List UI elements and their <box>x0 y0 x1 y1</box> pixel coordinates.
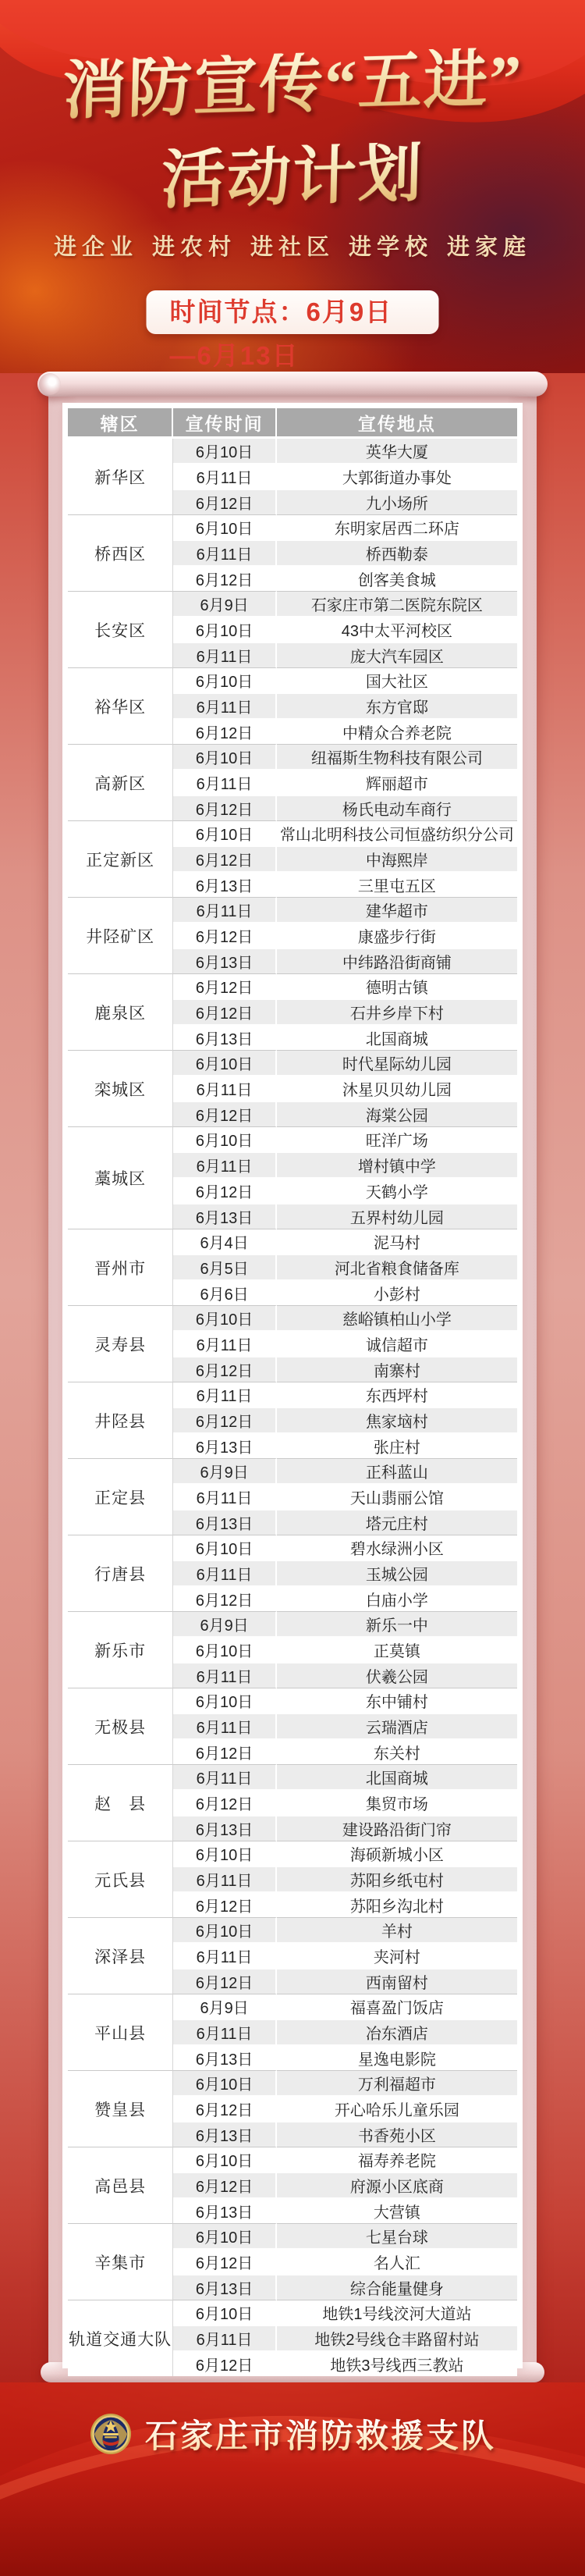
date-cell: 6月12日 <box>173 1177 276 1203</box>
location-cell: 地铁3号线西三教站 <box>277 2350 517 2376</box>
scroll-top-roll <box>37 372 548 397</box>
date-cell: 6月12日 <box>173 1356 276 1382</box>
date-cell: 6月13日 <box>173 1432 276 1458</box>
date-cell: 6月11日 <box>173 1560 276 1585</box>
district-cell: 赵 县 <box>68 1764 173 1841</box>
date-cell: 6月13日 <box>173 1024 276 1050</box>
district-cell: 高邑县 <box>68 2147 173 2223</box>
location-cell: 万利福超市 <box>277 2070 517 2095</box>
date-cell: 6月12日 <box>173 845 276 871</box>
col-header-location: 宣传地点 <box>277 408 517 439</box>
date-cell: 6月9日 <box>173 1611 276 1636</box>
date-cell: 6月12日 <box>173 1101 276 1126</box>
table-row <box>68 1611 517 1636</box>
table-row <box>68 2147 517 2172</box>
date-cell: 6月11日 <box>173 769 276 795</box>
location-cell: 张庄村 <box>277 1432 517 1458</box>
hero-banner <box>0 0 585 373</box>
table-row <box>68 1458 517 1483</box>
date-cell: 6月12日 <box>173 718 276 744</box>
location-cell: 小彭村 <box>277 1279 517 1305</box>
location-cell: 三里屯五区 <box>277 871 517 897</box>
district-cell: 平山县 <box>68 1994 173 2070</box>
location-cell: 伏羲公园 <box>277 1662 517 1688</box>
date-cell: 6月10日 <box>173 616 276 642</box>
date-cell: 6月12日 <box>173 1407 276 1432</box>
slogan-item: 进农村 <box>151 235 236 260</box>
slogan-item: 进社区 <box>250 235 335 260</box>
date-cell: 6月10日 <box>173 2300 276 2325</box>
date-cell: 6月10日 <box>173 1126 276 1151</box>
location-cell: 五界村幼儿园 <box>277 1203 517 1229</box>
location-cell: 南寨村 <box>277 1356 517 1382</box>
location-cell: 东明家居西二环店 <box>277 514 517 539</box>
district-cell: 鹿泉区 <box>68 973 173 1050</box>
poster-title-line2: 活动计划 <box>0 137 585 217</box>
location-cell: 冶东酒店 <box>277 2019 517 2044</box>
date-cell: 6月11日 <box>173 897 276 922</box>
table-row <box>68 1382 517 1407</box>
date-cell: 6月10日 <box>173 1917 276 1942</box>
date-cell: 6月12日 <box>173 2248 276 2274</box>
location-cell: 羊村 <box>277 1917 517 1942</box>
district-cell: 长安区 <box>68 591 173 667</box>
location-cell: 东方官邸 <box>277 692 517 718</box>
location-cell: 九小场所 <box>277 489 517 514</box>
date-cell: 6月11日 <box>173 2019 276 2044</box>
date-cell: 6月10日 <box>173 1050 276 1075</box>
location-cell: 福寿养老院 <box>277 2147 517 2172</box>
table-row <box>68 2300 517 2325</box>
location-cell: 辉丽超市 <box>277 769 517 795</box>
table-row <box>68 1688 517 1713</box>
location-cell: 诚信超市 <box>277 1330 517 1356</box>
date-cell: 6月9日 <box>173 1994 276 2019</box>
table-board <box>62 403 523 2375</box>
date-cell: 6月5日 <box>173 1254 276 1279</box>
china-fire-rescue-emblem-icon <box>89 2412 133 2456</box>
date-cell: 6月11日 <box>173 1713 276 1738</box>
date-cell: 6月13日 <box>173 2197 276 2223</box>
location-cell: 沐星贝贝幼儿园 <box>277 1075 517 1101</box>
location-cell: 旺洋广场 <box>277 1126 517 1151</box>
table-row <box>68 897 517 922</box>
location-cell: 中纬路沿街商铺 <box>277 948 517 973</box>
date-cell: 6月11日 <box>173 463 276 489</box>
district-cell: 栾城区 <box>68 1050 173 1126</box>
date-cell: 6月12日 <box>173 973 276 998</box>
location-cell: 庞大汽车园区 <box>277 642 517 667</box>
location-cell: 七星台球 <box>277 2223 517 2248</box>
col-header-district: 辖区 <box>68 408 173 439</box>
location-cell: 开心哈乐儿童乐园 <box>277 2095 517 2121</box>
location-cell: 塔元庄村 <box>277 1509 517 1535</box>
slogan-item: 进家庭 <box>447 235 532 260</box>
district-cell: 正定新区 <box>68 820 173 897</box>
organization-name: 石家庄市消防救援支队 <box>145 2411 496 2457</box>
location-cell: 纽福斯生物科技有限公司 <box>277 744 517 769</box>
location-cell: 天山翡丽公馆 <box>277 1483 517 1509</box>
date-cell: 6月9日 <box>173 591 276 616</box>
date-cell: 6月10日 <box>173 1305 276 1330</box>
location-cell: 云瑞酒店 <box>277 1713 517 1738</box>
table-row <box>68 514 517 539</box>
table-row <box>68 1917 517 1942</box>
location-cell: 玉城公园 <box>277 1560 517 1585</box>
date-cell: 6月9日 <box>173 1458 276 1483</box>
district-cell: 新乐市 <box>68 1611 173 1688</box>
district-cell: 赞皇县 <box>68 2070 173 2147</box>
date-cell: 6月13日 <box>173 2274 276 2300</box>
date-cell: 6月13日 <box>173 948 276 973</box>
date-cell: 6月10日 <box>173 1688 276 1713</box>
date-cell: 6月12日 <box>173 795 276 820</box>
location-cell: 东西坪村 <box>277 1382 517 1407</box>
date-cell: 6月10日 <box>173 2147 276 2172</box>
date-cell: 6月13日 <box>173 1203 276 1229</box>
date-cell: 6月10日 <box>173 1535 276 1560</box>
location-cell: 中精众合养老院 <box>277 718 517 744</box>
location-cell: 正莫镇 <box>277 1636 517 1662</box>
table-row <box>68 1050 517 1075</box>
schedule-table-body <box>68 439 517 2376</box>
location-cell: 43中太平河校区 <box>277 616 517 642</box>
date-cell: 6月11日 <box>173 1942 276 1968</box>
date-cell: 6月4日 <box>173 1229 276 1254</box>
date-cell: 6月13日 <box>173 1815 276 1841</box>
location-cell: 夹河村 <box>277 1942 517 1968</box>
date-cell: 6月12日 <box>173 2095 276 2121</box>
location-cell: 苏阳乡纸屯村 <box>277 1866 517 1891</box>
date-cell: 6月13日 <box>173 871 276 897</box>
date-cell: 6月10日 <box>173 1841 276 1866</box>
table-row <box>68 1994 517 2019</box>
location-cell: 集贸市场 <box>277 1789 517 1815</box>
district-cell: 新华区 <box>68 439 173 514</box>
location-cell: 地铁1号线洨河大道站 <box>277 2300 517 2325</box>
location-cell: 石家庄市第二医院东院区 <box>277 591 517 616</box>
date-cell: 6月11日 <box>173 2325 276 2350</box>
table-row <box>68 1126 517 1151</box>
date-cell: 6月6日 <box>173 1279 276 1305</box>
district-cell: 藁城区 <box>68 1126 173 1229</box>
table-row <box>68 1305 517 1330</box>
location-cell: 碧水绿洲小区 <box>277 1535 517 1560</box>
location-cell: 增村镇中学 <box>277 1151 517 1177</box>
district-cell: 桥西区 <box>68 514 173 591</box>
district-cell: 井陉县 <box>68 1382 173 1458</box>
date-cell: 6月11日 <box>173 1764 276 1789</box>
table-row <box>68 1764 517 1789</box>
district-cell: 裕华区 <box>68 667 173 744</box>
location-cell: 海棠公园 <box>277 1101 517 1126</box>
district-cell: 晋州市 <box>68 1229 173 1305</box>
date-cell: 6月11日 <box>173 1483 276 1509</box>
location-cell: 康盛步行街 <box>277 922 517 948</box>
table-row <box>68 1841 517 1866</box>
location-cell: 桥西勒泰 <box>277 539 517 565</box>
table-row <box>68 820 517 845</box>
location-cell: 时代星际幼儿园 <box>277 1050 517 1075</box>
location-cell: 河北省粮食储备库 <box>277 1254 517 1279</box>
date-cell: 6月12日 <box>173 1968 276 1994</box>
date-cell: 6月12日 <box>173 1789 276 1815</box>
location-cell: 杨氏电动车商行 <box>277 795 517 820</box>
district-cell: 行唐县 <box>68 1535 173 1611</box>
date-cell: 6月10日 <box>173 514 276 539</box>
date-cell: 6月11日 <box>173 1330 276 1356</box>
date-cell: 6月12日 <box>173 2172 276 2197</box>
district-cell: 井陉矿区 <box>68 897 173 973</box>
scroll-curl-icon <box>39 373 61 395</box>
location-cell: 焦家垴村 <box>277 1407 517 1432</box>
date-cell: 6月12日 <box>173 1585 276 1611</box>
date-cell: 6月11日 <box>173 1662 276 1688</box>
table-row <box>68 1229 517 1254</box>
location-cell: 国大社区 <box>277 667 517 692</box>
col-header-date: 宣传时间 <box>173 408 276 439</box>
location-cell: 英华大厦 <box>277 439 517 463</box>
slogan-item: 进企业 <box>53 235 138 260</box>
district-cell: 无极县 <box>68 1688 173 1764</box>
date-cell: 6月12日 <box>173 998 276 1024</box>
district-cell: 轨道交通大队 <box>68 2300 173 2376</box>
location-cell: 大营镇 <box>277 2197 517 2223</box>
location-cell: 石井乡岸下村 <box>277 998 517 1024</box>
date-cell: 6月13日 <box>173 1509 276 1535</box>
slogan-item: 进学校 <box>349 235 434 260</box>
district-cell: 辛集市 <box>68 2223 173 2300</box>
location-cell: 新乐一中 <box>277 1611 517 1636</box>
date-cell: 6月10日 <box>173 744 276 769</box>
table-row <box>68 1535 517 1560</box>
date-cell: 6月10日 <box>173 1636 276 1662</box>
location-cell: 中海熙岸 <box>277 845 517 871</box>
table-row <box>68 744 517 769</box>
date-cell: 6月10日 <box>173 2070 276 2095</box>
district-cell: 正定县 <box>68 1458 173 1535</box>
date-cell: 6月12日 <box>173 1738 276 1764</box>
table-row <box>68 2223 517 2248</box>
date-cell: 6月11日 <box>173 539 276 565</box>
location-cell: 星逸电影院 <box>277 2044 517 2070</box>
location-cell: 福喜盈门饭店 <box>277 1994 517 2019</box>
date-cell: 6月10日 <box>173 820 276 845</box>
location-cell: 常山北明科技公司恒盛纺织分公司 <box>277 820 517 845</box>
location-cell: 北国商城 <box>277 1764 517 1789</box>
date-cell: 6月13日 <box>173 2121 276 2147</box>
location-cell: 海硕新城小区 <box>277 1841 517 1866</box>
date-cell: 6月10日 <box>173 667 276 692</box>
schedule-table <box>68 408 517 2376</box>
location-cell: 慈峪镇柏山小学 <box>277 1305 517 1330</box>
date-cell: 6月10日 <box>173 439 276 463</box>
location-cell: 德明古镇 <box>277 973 517 998</box>
location-cell: 建设路沿街门帘 <box>277 1815 517 1841</box>
scroll-paper <box>0 372 585 2382</box>
location-cell: 综合能量健身 <box>277 2274 517 2300</box>
location-cell: 苏阳乡沟北村 <box>277 1891 517 1917</box>
location-cell: 西南留村 <box>277 1968 517 1994</box>
table-row <box>68 2070 517 2095</box>
date-cell: 6月12日 <box>173 922 276 948</box>
table-row <box>68 439 517 463</box>
date-cell: 6月11日 <box>173 692 276 718</box>
date-cell: 6月13日 <box>173 2044 276 2070</box>
district-cell: 灵寿县 <box>68 1305 173 1382</box>
date-cell: 6月11日 <box>173 1151 276 1177</box>
time-range-badge: 时间节点：6月9日—6月13日 <box>147 290 439 334</box>
location-cell: 建华超市 <box>277 897 517 922</box>
date-cell: 6月11日 <box>173 1866 276 1891</box>
table-row <box>68 973 517 998</box>
date-cell: 6月11日 <box>173 1382 276 1407</box>
district-cell: 元氏县 <box>68 1841 173 1917</box>
five-entries-slogans <box>0 229 585 262</box>
location-cell: 白庙小学 <box>277 1585 517 1611</box>
district-cell: 深泽县 <box>68 1917 173 1994</box>
table-header-row <box>68 408 517 439</box>
location-cell: 正科蓝山 <box>277 1458 517 1483</box>
location-cell: 创客美食城 <box>277 565 517 591</box>
location-cell: 北国商城 <box>277 1024 517 1050</box>
table-row <box>68 667 517 692</box>
location-cell: 东中铺村 <box>277 1688 517 1713</box>
location-cell: 地铁2号线仓丰路留村站 <box>277 2325 517 2350</box>
date-cell: 6月12日 <box>173 565 276 591</box>
date-cell: 6月12日 <box>173 2350 276 2376</box>
date-cell: 6月11日 <box>173 1075 276 1101</box>
location-cell: 大郭街道办事处 <box>277 463 517 489</box>
date-cell: 6月11日 <box>173 642 276 667</box>
date-cell: 6月10日 <box>173 2223 276 2248</box>
location-cell: 东关村 <box>277 1738 517 1764</box>
location-cell: 泥马村 <box>277 1229 517 1254</box>
location-cell: 名人汇 <box>277 2248 517 2274</box>
location-cell: 书香苑小区 <box>277 2121 517 2147</box>
poster-title-line1: 消防宣传“五进” <box>0 44 585 125</box>
date-cell: 6月12日 <box>173 489 276 514</box>
footer-band <box>0 2382 585 2576</box>
location-cell: 天鹤小学 <box>277 1177 517 1203</box>
table-row <box>68 591 517 616</box>
date-cell: 6月12日 <box>173 1891 276 1917</box>
location-cell: 府源小区底商 <box>277 2172 517 2197</box>
district-cell: 高新区 <box>68 744 173 820</box>
